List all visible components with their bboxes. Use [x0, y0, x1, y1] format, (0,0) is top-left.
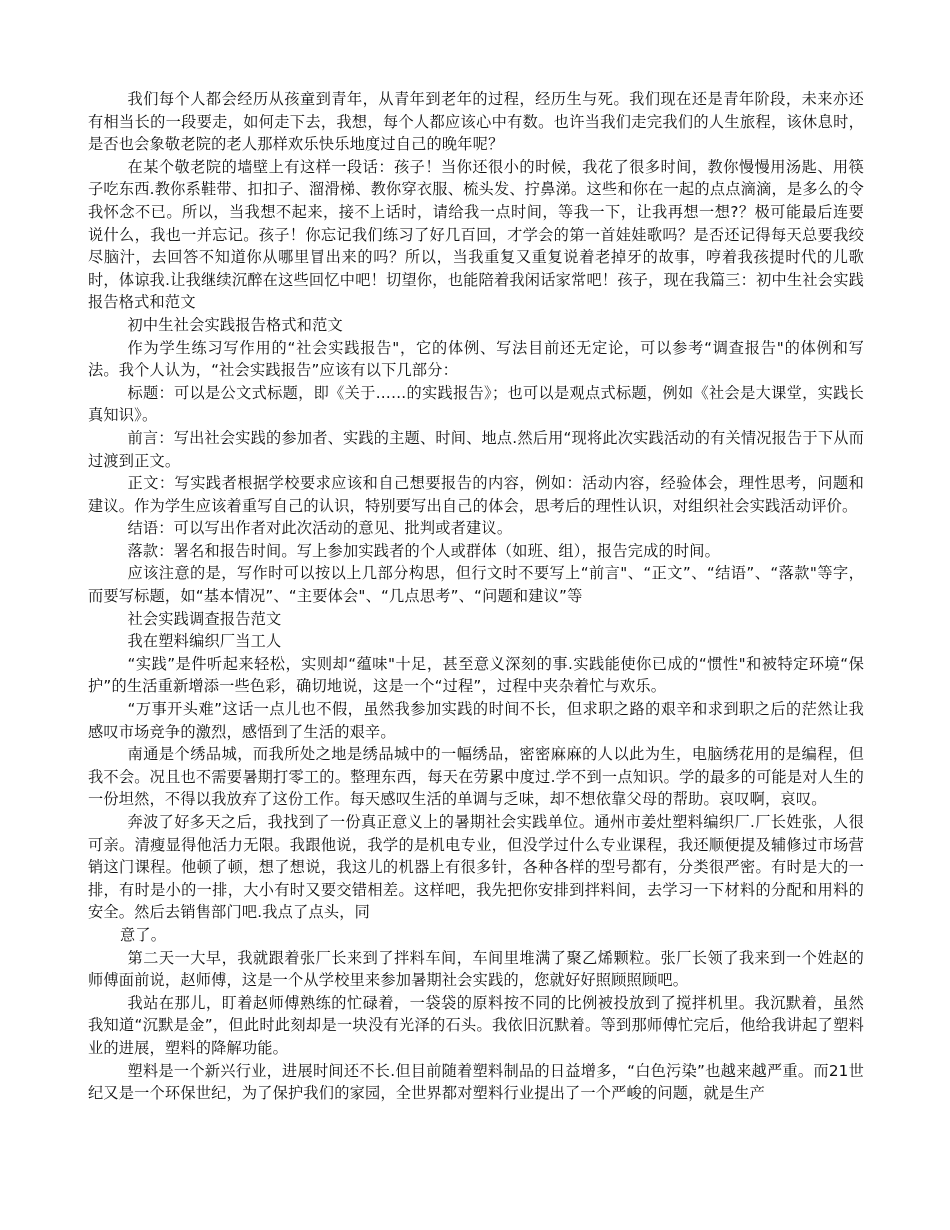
- section-title-sample-report: 社会实践调查报告范文: [127, 609, 282, 628]
- section-title-report-format: 初中生社会实践报告格式和范文: [127, 315, 343, 334]
- paragraph-signature-section: 落款：署名和报告时间。写上参加实践者的个人或群体（如班、组），报告完成的时间。: [127, 541, 721, 560]
- paragraph-found-job: 奔波了好多天之后，我找到了一份真正意义上的暑期社会实践单位。通州市姜灶塑料编织厂.厂长姓张，人很可亲。清瘦显得他活力无限。我跟他说，我学的是机电专业，但没学过什么专业课程，我还顺便提及辅修过市场营销这门课程。他顿了顿，想了想说，我这儿的机器上有很多针，各种各样的型号都有，分类很严密。有时是大的一排，有时是小的一排，大小有时又要交错相差。这样吧，我先把你安排到拌料间，去学习一下材料的分配和用料的安全。然后去销售部门吧.我点了点头，同: [88, 813, 864, 922]
- sample-report-title: 我在塑料编织厂当工人: [127, 632, 282, 651]
- paragraph-practice-meaning: “实践”是件听起来轻松，实则却“蕴味"十足，甚至意义深刻的事.实践能使你已成的“惯性"和被特定环境“保护”的生活重新增添一些色彩，确切地说，这是一个“过程”，过程中夹杂着忙与欢乐。: [88, 654, 864, 696]
- paragraph-agreed: 意了。: [120, 925, 167, 944]
- paragraph-second-day: 第二天一大早，我就跟着张厂长来到了拌料车间，车间里堆满了聚乙烯颗粒。张厂长领了我来到一个姓赵的师傅面前说，赵师傅，这是一个从学校里来参加暑期社会实践的，您就好好照顾照顾吧。: [88, 948, 864, 990]
- document-body: [88, 88, 864, 1105]
- paragraph-hard-start: “万事开头难”这话一点儿也不假，虽然我参加实践的时间不长，但求职之路的艰辛和求到职之后的茫然让我感叹市场竞争的激烈，感悟到了生活的艰辛。: [88, 700, 864, 741]
- paragraph-nantong-embroidery: 南通是个绣品城，而我所处之地是绣品城中的一幅绣品，密密麻麻的人以此为生，电脑绣花用的是编程，但我不会。况且也不需要暑期打零工的。整理东西，每天在劳累中度过.学不到一点知识。学的最多的可能是对人生的一份坦然，不得以我放弃了这份工作。每天感叹生活的单调与乏味，却不想依靠父母的帮助。哀叹啊，哀叹。: [88, 745, 864, 809]
- paragraph-observing-master: 我站在那儿，盯着赵师傅熟练的忙碌着，一袋袋的原料按不同的比例被投放到了搅拌机里。我沉默着，虽然我知道“沉默是金”，但此时此刻却是一块没有光泽的石头。我依旧沉默着。等到那师傅忙完后，他给我讲起了塑料业的进展，塑料的降解功能。: [88, 993, 864, 1057]
- paragraph-plastics-industry: 塑料是一个新兴行业，进展时间还不长.但目前随着塑料制品的日益增多，“白色污染”也越来越严重。而21世纪又是一个环保世纪，为了保护我们的家园，全世界都对塑料行业提出了一个严峻的问题，就是生产: [88, 1061, 864, 1103]
- paragraph-report-overview: 作为学生练习写作用的“社会实践报告"，它的体例、写法目前还无定论，可以参考“调查报告"的体例和写法。我个人认为，“社会实践报告”应该有以下几部分：: [88, 338, 864, 380]
- paragraph-body-section: 正文：写实践者根据学校要求应该和自己想要报告的内容，例如：活动内容，经验体会，理性思考，问题和建议。作为学生应该着重写自己的认识，特别要写出自己的体会，思考后的理性认识，对组织社会实践活动评价。: [88, 474, 864, 515]
- paragraph-conclusion-section: 结语：可以写出作者对此次活动的意见、批判或者建议。: [127, 519, 513, 538]
- paragraph-preface-section: 前言：写出社会实践的参加者、实践的主题、时间、地点.然后用“现将此次实践活动的有关情况报告于下从而过渡到正文。: [88, 428, 864, 470]
- paragraph-title-section: 标题：可以是公文式标题，即《关于……的实践报告》；也可以是观点式标题，例如《社会是大课堂，实践长真知识》。: [88, 383, 864, 425]
- paragraph-intro: 我们每个人都会经历从孩童到青年，从青年到老年的过程，经历生与死。我们现在还是青年阶段，未来亦还有相当长的一段要走，如何走下去，我想，每个人都应该心中有数。也许当我们走完我们的人生旅程，该休息时，是否也会象敬老院的老人那样欢乐快乐地度过自己的晚年呢？: [88, 90, 864, 154]
- paragraph-nursing-home-message: 在某个敬老院的墙壁上有这样一段话：孩子！当你还很小的时候，我花了很多时间，教你慢慢用汤匙、用筷子吃东西.教你系鞋带、扣扣子、溜滑梯、教你穿衣服、梳头发、拧鼻涕。这些和你在一起的点点滴滴，是多么的令我怀念不已。所以，当我想不起来，接不上话时，请给我一点时间，等我一下，让我再想一想?？极可能最后连要说什么，我也一并忘记。孩子！你忘记我们练习了好几百回，才学会的第一首娃娃歌吗？是否还记得每天总要我绞尽脑汁，去回答不知道你从哪里冒出来的吗？所以，当我重复又重复说着老掉牙的故事，哼着我孩提时代的儿歌时，体谅我.让我继续沉醉在这些回忆中吧！切望你，也能陪着我闲话家常吧！孩子，现在我篇三：初中生社会实践报告格式和范文: [88, 157, 864, 312]
- paragraph-writing-notes: 应该注意的是，写作时可以按以上几部分构思，但行文时不要写上“前言"、“正文”、“结语”、“落款"等字，而要写标题，如“基本情况”、“主要体会"、“几点思考”、“问题和建议”等: [88, 564, 864, 606]
